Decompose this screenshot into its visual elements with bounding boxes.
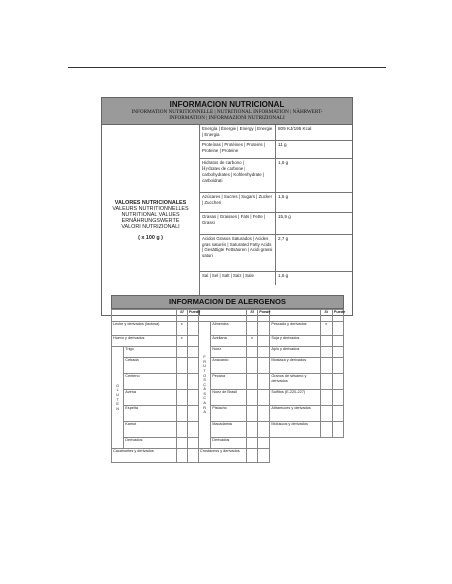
allergen-label: Pistacho [211,406,247,422]
nutrient-name: Azúcares | Sucres | Sugars | Zucker | Zuccheri [200,193,276,212]
allergen-label: Cebada [124,358,176,374]
allergen-label: Anacardo [211,358,247,374]
gluten-group-label [112,347,124,449]
allergen-puede-mark [187,347,198,358]
allergen-row [112,406,344,422]
allergen-si-mark [176,406,187,422]
values-label-de: ERNÄHRUNGSWERTE [121,217,180,224]
allergen-si-mark [246,406,257,422]
allergen-label: Altramuces y derivados [270,406,320,422]
allergen-label: Derivados [211,438,247,449]
allergen-label: Pescado y derivados [270,322,320,336]
allergen-header-row [112,310,344,322]
allergen-row [112,322,344,336]
header-puede: Puede [332,310,343,322]
allergen-puede-mark [332,374,343,390]
allergen-puede-mark [332,358,343,374]
allergen-si-mark [320,336,332,347]
allergen-puede-mark [187,390,198,406]
allergen-si-mark [176,449,187,463]
nutrient-name-part: Hydrates de carbone | [202,166,246,172]
header-si: Sí [320,310,332,322]
allergen-si-mark [246,390,257,406]
allergen-title: INFORMACION DE ALERGENOS [111,295,344,309]
allergen-puede-mark [332,390,343,406]
nutrition-row-carbohydrates [200,159,352,193]
values-label-fr: VALEURS NUTRITIONNELLES [112,205,189,212]
nutrient-name [200,159,276,192]
allergen-label: Leche y derivados (lactosa) [112,322,177,336]
allergen-label: Granos de sésamo y derivados [270,374,320,390]
allergen-label: Huevo y derivados [112,336,177,347]
allergen-si-mark [246,374,257,390]
nutrition-values-label [102,125,200,315]
allergen-puede-mark [187,449,198,463]
allergen-si-mark [176,438,187,449]
nutrition-subtitle-line2: INFORMATION | INFORMAZIONI NUTRIZIONALI [169,115,285,121]
allergen-puede-mark [187,358,198,374]
allergen-si-mark [176,374,187,390]
allergen-puede-mark [332,347,343,358]
allergen-label: Avellana [211,336,247,347]
allergen-label: Almendra [211,322,247,336]
nutrient-name: Proteínas | Protéines | Proteins | Proteine | Proteine [200,141,276,158]
frutos-cascara-group-label [198,322,210,449]
allergen-puede-mark [258,438,270,449]
allergen-puede-mark [258,336,270,347]
nutrient-name: Grasas | Graisses | Fats | Fette | Grassi [200,213,276,234]
allergen-si-mark [320,406,332,422]
allergen-puede-mark [332,322,343,336]
header-si: SÍ [176,310,187,322]
nutrition-row-fats [200,213,352,235]
nutrient-value: 15,9 g [278,214,291,219]
allergen-si-mark [246,322,257,336]
allergen-puede-mark [258,449,270,463]
allergen-puede-mark [332,422,343,438]
allergen-puede-mark [187,406,198,422]
allergen-label: Crustáceos y derivados [198,449,246,463]
allergen-row [112,422,344,438]
gluten-vertical-text: GLUTEN [116,383,120,411]
allergen-si-mark: x [320,322,332,336]
allergen-label: Soja y derivados [270,336,320,347]
top-rule [68,67,386,68]
nutrient-value: 1,6 g [278,160,289,165]
allergen-label: Moluscos y derivados [270,422,320,438]
frutos-cascara-vertical-text: FRUTOS CÁSCARA [203,355,207,415]
nutrient-name: Sal | Sel | Salt | Salz | Sale [200,272,276,285]
allergen-grid [111,309,344,463]
nutrient-value: 1,6 g [278,273,289,278]
allergen-label: Derivados [124,438,176,449]
allergen-si-mark [320,358,332,374]
nutrition-row-protein [200,141,352,159]
allergen-si-mark [320,347,332,358]
allergen-puede-mark [258,374,270,390]
values-label-es: VALORES NUTRICIONALES [114,199,187,206]
nutrition-row-energy [200,125,352,141]
allergen-si-mark [320,422,332,438]
allergen-si-mark: x [176,322,187,336]
allergen-puede-mark [258,422,270,438]
allergen-si-mark [320,374,332,390]
allergen-puede-mark [332,336,343,347]
nutrient-value: 2,7 g [278,236,289,241]
header-si: SÍ [246,310,257,322]
allergen-label: Centeno [124,374,176,390]
allergen-si-mark [176,347,187,358]
allergen-label: Sulfitos (E-220-227) [270,390,320,406]
allergen-label: Macadamia [211,422,247,438]
allergen-label: Cacahuetes y derivados [112,449,177,463]
per-100g-label: ( x 100 g ) [138,234,163,241]
allergen-puede-mark [258,390,270,406]
allergen-si-mark [246,347,257,358]
nutrition-title: INFORMACION NUTRICIONAL [169,100,285,109]
allergen-row [112,390,344,406]
allergen-puede-mark [187,336,198,347]
allergen-label: Nuez [211,347,247,358]
allergen-row [112,358,344,374]
nutrient-value: 1,5 g [278,194,289,199]
header-blank [198,310,246,322]
allergen-label: Pecana [211,374,247,390]
allergen-si-mark: x [246,336,257,347]
allergen-label: Avena [124,390,176,406]
header-puede: Puede [187,310,198,322]
allergen-puede-mark [258,358,270,374]
allergen-si-mark [320,390,332,406]
allergen-label: Apio y derivados [270,347,320,358]
nutrition-subtitle-line1: INFORMATION NUTRITIONNELLE | NUTRITIONAL INFORMATION | NÄHRWERT- [131,109,323,115]
values-label-it: VALORI NUTRIZIONALI [121,223,180,230]
allergen-puede-mark [258,406,270,422]
allergen-si-mark: x [176,336,187,347]
allergen-si-mark [246,422,257,438]
allergen-puede-mark [187,438,198,449]
nutrient-name-part: Hidratos de carbono | [202,160,244,165]
allergen-si-mark [176,422,187,438]
nutrition-table [101,97,353,316]
nutrient-name: Energía | Énergie | Energy | Energie | Energia [200,125,276,140]
allergen-puede-mark [258,347,270,358]
allergen-row [112,347,344,358]
allergen-label: Kamut [124,422,176,438]
nutrient-value: 809 KJ/195 Kcal [278,126,312,131]
allergen-puede-mark [258,322,270,336]
nutrient-name: Acidos Grasos Saturados | Acides gras saturés | Saturated Fatty Acids | Gesättigte Fettsäuren | Acidi grassi saturi [200,235,276,271]
allergen-puede-mark [187,422,198,438]
allergen-table [111,295,344,463]
empty-cell [270,449,344,463]
allergen-si-mark [246,438,257,449]
allergen-puede-mark [187,322,198,336]
allergen-si-mark [246,358,257,374]
nutrition-row-salt [200,272,352,285]
allergen-puede-mark [187,374,198,390]
allergen-puede-mark [332,406,343,422]
allergen-si-mark [246,449,257,463]
allergen-label: Trigo [124,347,176,358]
header-blank [270,310,320,322]
empty-cell [270,438,344,449]
nutrition-row-sugars [200,193,352,213]
allergen-label: Mostaza y derivados [270,358,320,374]
values-label-en: NUTRITIONAL VALUES [121,211,180,218]
allergen-label: Nuez de Brasil [211,390,247,406]
nutrient-name-part: carbohydrates | Kohlenhydrate | carboidrati [202,172,265,183]
nutrient-value: 11 g [278,142,287,147]
nutrition-header [102,98,352,125]
header-puede: Puede [258,310,270,322]
nutrition-row-saturated-fat [200,235,352,272]
allergen-si-mark [176,390,187,406]
allergen-si-mark [176,358,187,374]
allergen-label: Espelta [124,406,176,422]
allergen-row [112,336,344,347]
header-blank [112,310,177,322]
allergen-row [112,438,344,449]
allergen-row [112,374,344,390]
allergen-row [112,449,344,463]
